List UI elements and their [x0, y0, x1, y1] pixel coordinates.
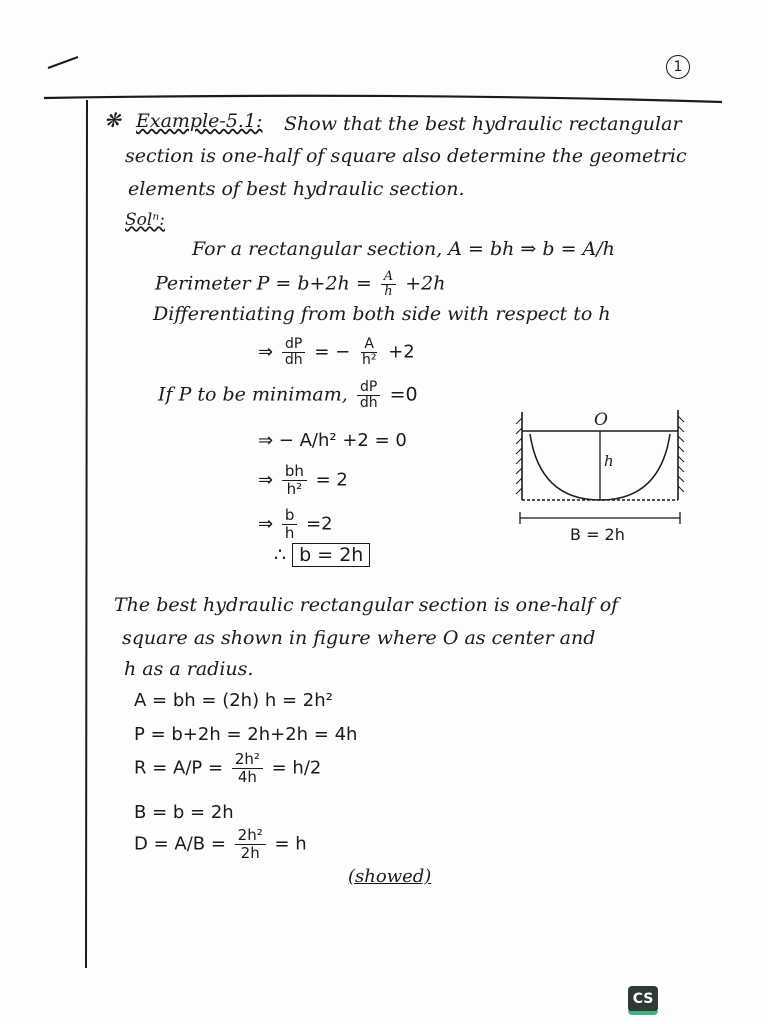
step3-right: = 2	[315, 469, 348, 491]
perimeter-right: +2h	[405, 272, 446, 295]
step1-mid: = −	[314, 341, 351, 363]
step1-frac-den: dh	[284, 351, 303, 368]
if-frac-num: dP	[357, 380, 380, 396]
step1-frac-num: dP	[282, 337, 305, 353]
scanner-logo-icon	[628, 986, 658, 1012]
step1-prefix: ⇒	[258, 341, 274, 363]
perimeter-fraction	[381, 270, 396, 299]
result-line	[274, 544, 370, 566]
radius-left: R = A/P =	[134, 757, 224, 779]
example-line-3: elements of best hydraulic section.	[128, 178, 465, 200]
if-right: =0	[389, 383, 418, 406]
example-line-1: Show that the best hydraulic rectangular	[284, 113, 682, 135]
step1-fraction-2	[359, 337, 380, 368]
step3-prefix: ⇒	[258, 469, 274, 491]
if-text: If P to be minimam,	[158, 383, 348, 406]
step4-frac-num: b	[282, 508, 298, 525]
if-frac-den: dh	[359, 394, 378, 411]
radius-frac-den: 4h	[237, 767, 257, 786]
depth-frac-num: 2h²	[235, 828, 266, 845]
example-bullet-icon: ❋	[104, 108, 121, 132]
channel-figure	[510, 404, 710, 544]
radius-frac-num: 2h²	[232, 752, 263, 769]
page-number-badge	[666, 55, 690, 79]
left-wall-hatching	[516, 418, 522, 494]
radius-right: = h/2	[271, 757, 322, 779]
step4-frac-den: h	[284, 523, 295, 542]
step4-fraction	[282, 508, 298, 541]
step3-frac-den: h²	[286, 479, 303, 498]
conclusion-line-3: h as a radius.	[124, 658, 254, 680]
figure-center-label: O	[594, 410, 608, 430]
step1-right: +2	[388, 341, 415, 363]
step1-frac2-den: h²	[361, 351, 377, 368]
solution-perimeter-line	[155, 270, 445, 299]
header-rule	[44, 96, 722, 102]
right-wall-hatching	[678, 416, 684, 492]
perimeter-frac-den: h	[384, 283, 393, 299]
depth-left: D = A/B =	[134, 833, 226, 855]
result-box: b = 2h	[292, 543, 370, 567]
figure-width-label: B = 2h	[570, 525, 625, 544]
step-3	[258, 464, 348, 497]
radius-fraction	[232, 752, 263, 785]
showed-note: (showed)	[348, 866, 432, 887]
step1-fraction	[282, 337, 306, 368]
conclusion-line-2: square as shown in figure where O as center and	[122, 627, 596, 649]
step-4	[258, 508, 333, 541]
depth-fraction	[235, 828, 266, 861]
page-number: 1	[673, 59, 683, 75]
step1-frac2-num: A	[361, 337, 377, 353]
step4-prefix: ⇒	[258, 513, 274, 535]
step3-frac-num: bh	[282, 464, 307, 481]
element-perimeter: P = b+2h = 2h+2h = 4h	[134, 724, 358, 745]
margin-rule	[86, 100, 87, 968]
perimeter-frac-num: A	[381, 270, 396, 285]
if-fraction	[357, 380, 381, 411]
solution-label: Solⁿ:	[125, 210, 165, 230]
scanner-logo-text: CS	[632, 991, 654, 1007]
element-top-width: B = b = 2h	[134, 802, 234, 823]
step3-fraction	[282, 464, 307, 497]
example-title: Example-5.1:	[136, 110, 263, 132]
figure-radius-label: h	[604, 452, 614, 470]
result-prefix: ∴	[274, 544, 287, 566]
element-hydraulic-radius	[134, 752, 321, 785]
element-hydraulic-depth	[134, 828, 307, 861]
depth-right: = h	[274, 833, 307, 855]
conclusion-line-1: The best hydraulic rectangular section is one-half of	[114, 594, 619, 616]
solution-area-line: For a rectangular section, A = bh ⇒ b = A/h	[192, 238, 615, 260]
step-2: ⇒ − A/h² +2 = 0	[258, 430, 407, 451]
depth-frac-den: 2h	[240, 843, 260, 862]
example-line-2: section is one-half of square also determine the geometric	[125, 145, 687, 167]
step4-right: =2	[306, 513, 333, 535]
step-1	[258, 337, 415, 368]
minimum-condition	[158, 380, 418, 411]
perimeter-left: Perimeter P = b+2h =	[155, 272, 372, 295]
solution-diff-line: Differentiating from both side with respect to h	[153, 303, 611, 325]
corner-dash	[48, 57, 78, 68]
element-area: A = bh = (2h) h = 2h²	[134, 690, 333, 711]
